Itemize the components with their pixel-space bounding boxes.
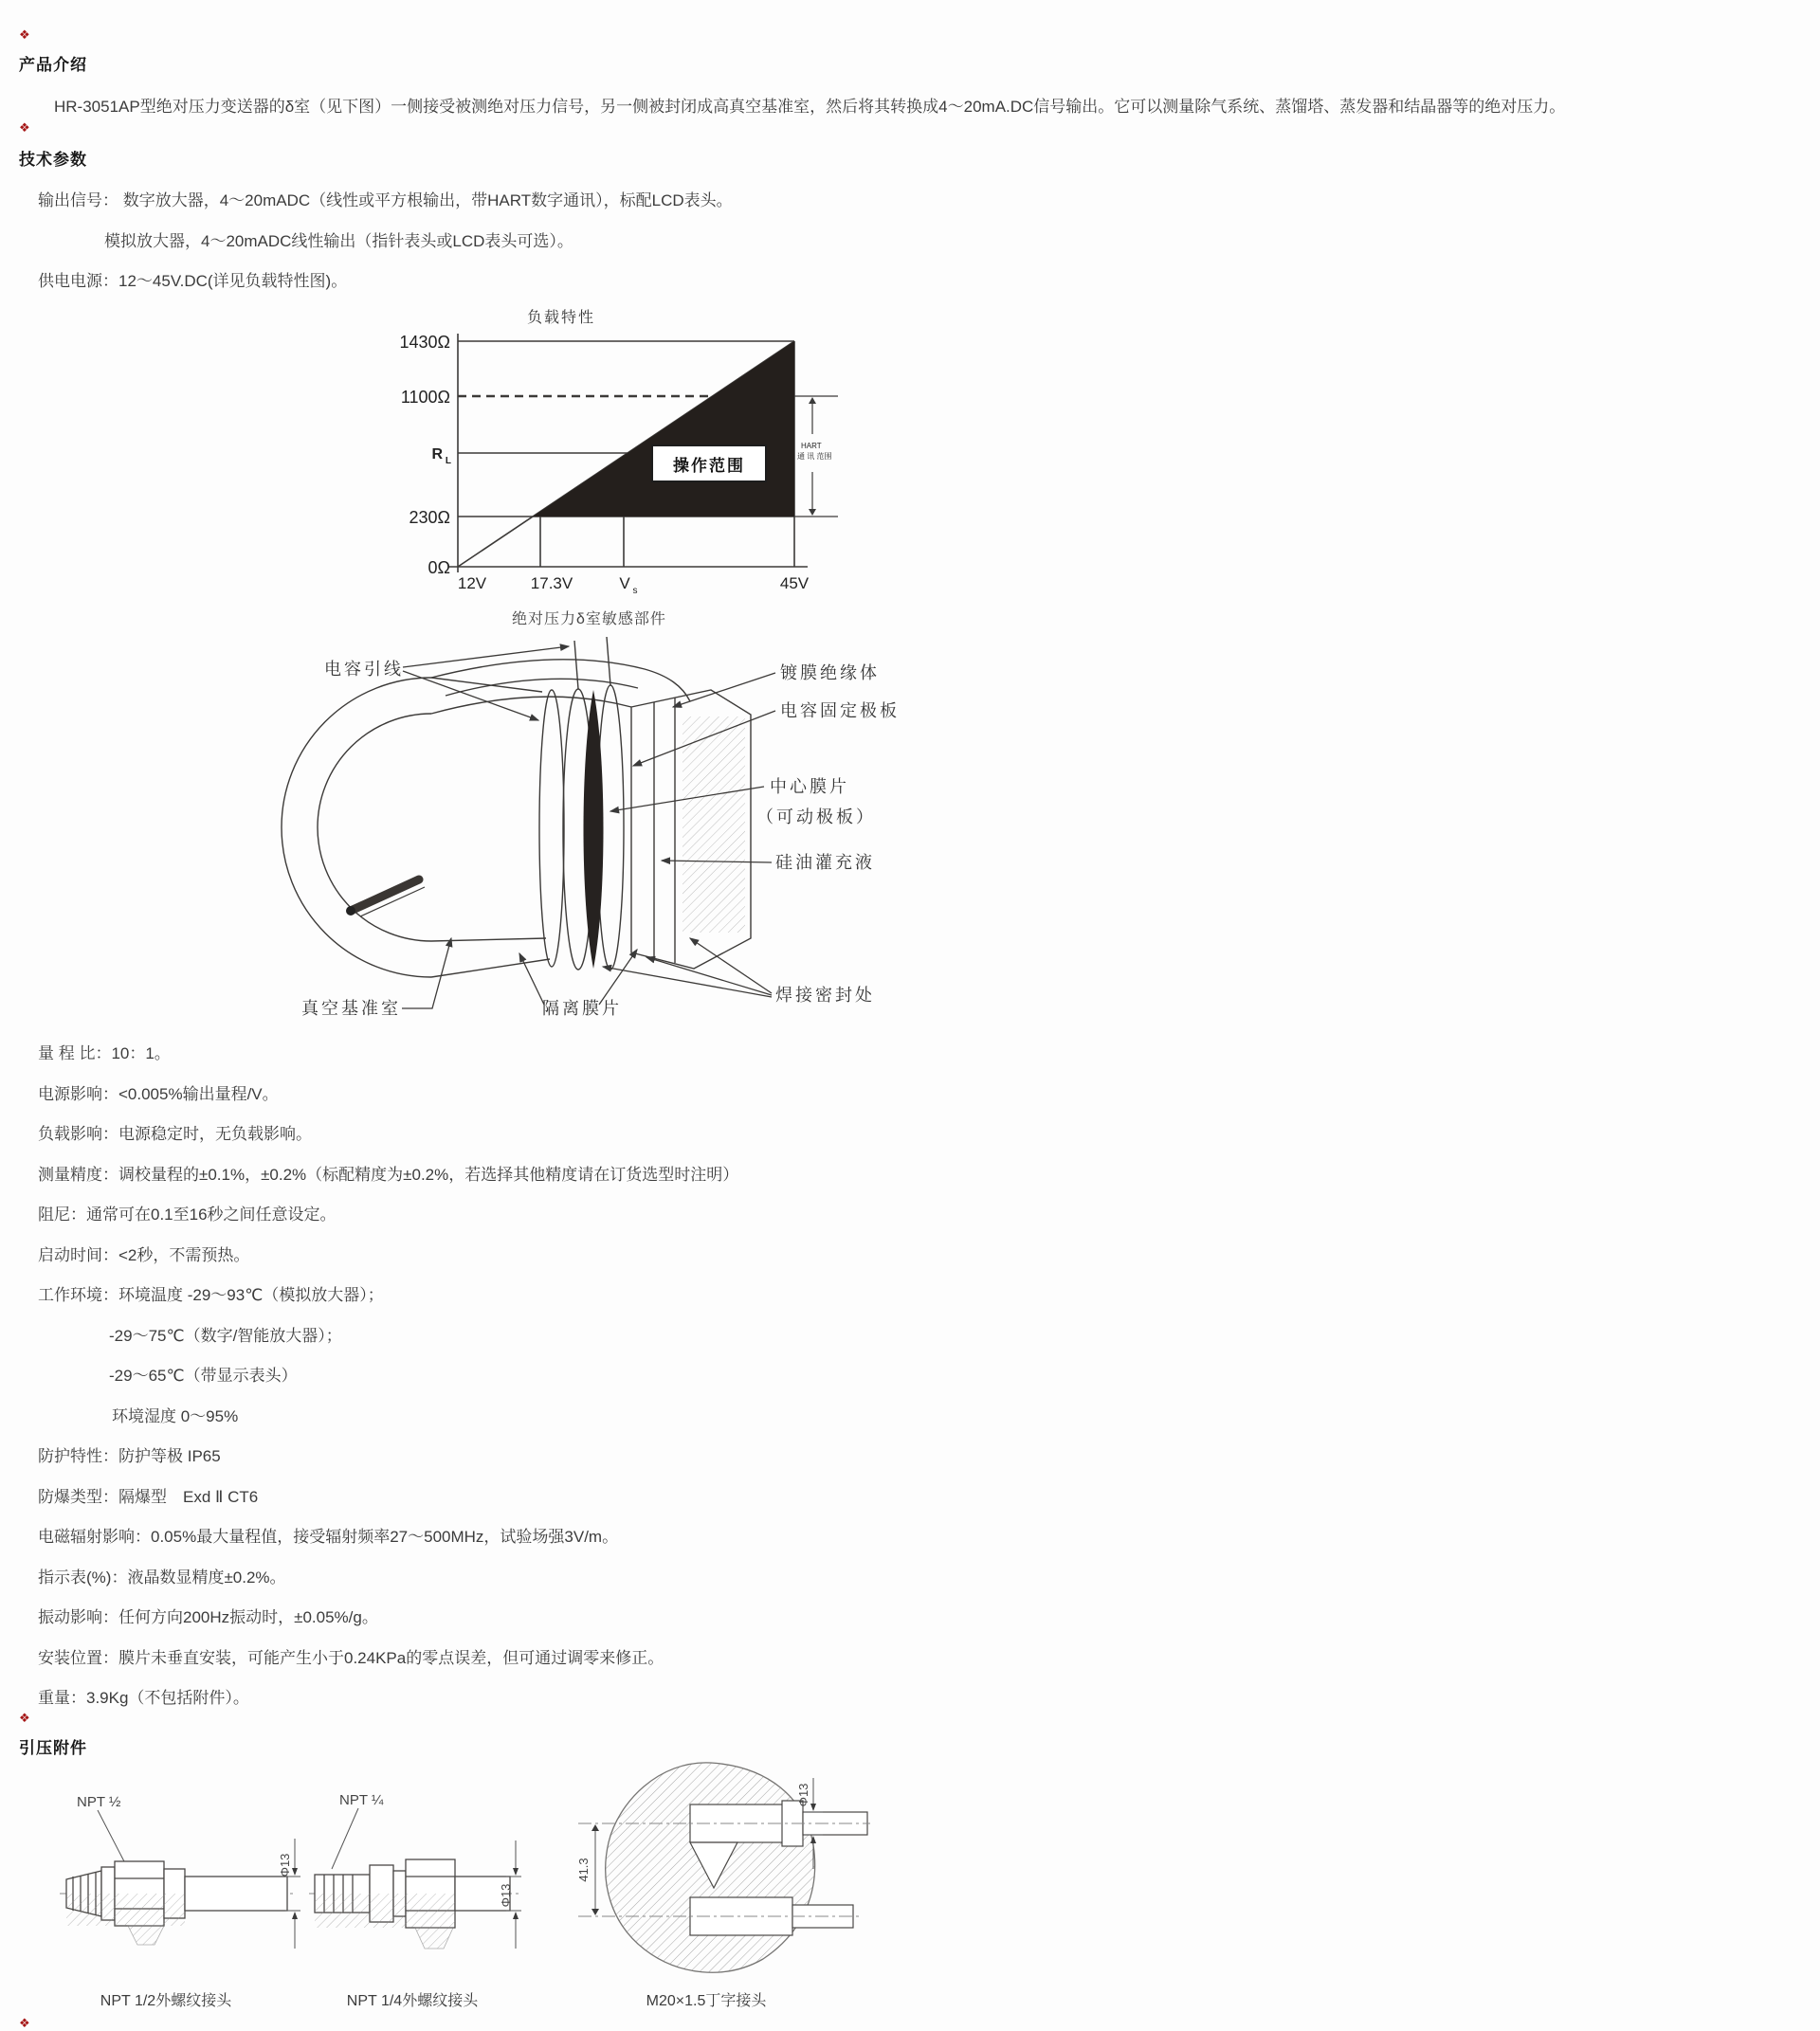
operating-region-label: 操作范围 [673, 457, 745, 475]
hart-annotation-line1: HART [801, 442, 822, 450]
fitting-dim-phi13: Φ13 [278, 1853, 292, 1877]
spec-line: 环境湿度 0～95% [112, 1407, 239, 1425]
hart-annotation-line2: 通 讯 范围 [797, 452, 832, 461]
fill-tube [346, 879, 425, 916]
spec-power-supply: 供电电源：12～45V.DC(详见负载特性图)。 [38, 272, 348, 290]
x-tick-vs-sub: s [632, 586, 638, 596]
label-coated-insulator: 镀膜绝缘体 [780, 663, 880, 682]
fitting-dim-phi13: Φ13 [499, 1883, 513, 1908]
chart-y-ticks [400, 333, 452, 577]
label-movable-plate: （可动极板） [756, 807, 876, 826]
spec-line: 重量：3.9Kg（不包括附件）。 [38, 1689, 249, 1707]
y-tick-rl-sub: L [445, 456, 451, 466]
spec-line: 启动时间：<2秒，不需预热。 [38, 1246, 250, 1264]
capsule-drawing [282, 637, 751, 977]
fittings-heading: 引压附件 [19, 1739, 87, 1757]
hatched-section [682, 716, 745, 933]
fitting-npt-half-caption: NPT 1/2外螺纹接头 [100, 1993, 232, 2009]
sensor-diagram-caption: 绝对压力δ室敏感部件 [512, 611, 666, 627]
y-tick-rl: R [431, 446, 443, 462]
intro-paragraph: HR-3051AP型绝对压力变送器的δ室（见下图）一侧接受被测绝对压力信号，另一侧被封闭成高真空基准室，然后将其转换成4～20mA.DC信号输出。它可以测量除气系统、蒸馏塔、蒸发器和结晶器等的绝对压力。 [54, 98, 1566, 116]
label-weld-seal: 焊接密封处 [775, 986, 875, 1005]
fitting-hatch [66, 1894, 185, 1926]
fitting-m20-caption: M20×1.5丁字接头 [646, 1993, 767, 2009]
label-cap-lead: 电容引线 [324, 660, 404, 679]
fitting-npt-quarter-caption: NPT 1/4外螺纹接头 [346, 1993, 479, 2009]
chart-title: 负载特性 [526, 310, 596, 326]
spec-line: 振动影响：任何方向200Hz振动时，±0.05%/g。 [38, 1608, 378, 1626]
spec-output-signal-2: 模拟放大器，4～20mADC线性输出（指针表头或LCD表头可选）。 [104, 232, 573, 250]
label-silicone-oil: 硅油灌充液 [775, 853, 875, 872]
spec-line: 工作环境：环境温度 -29～93℃（模拟放大器）； [38, 1286, 384, 1304]
y-tick-230: 230Ω [409, 508, 450, 527]
intro-heading: 产品介绍 [19, 56, 87, 74]
label-fixed-plate: 电容固定极板 [780, 701, 900, 720]
y-tick-0: 0Ω [428, 558, 450, 577]
x-tick-45v: 45V [779, 574, 810, 592]
fitting-npt-half-label: NPT ½ [77, 1794, 121, 1810]
spec-output-signal-1: 输出信号： 数字放大器，4～20mADC（线性或平方根输出，带HART数字通讯），标配LCD表头。 [38, 191, 733, 209]
section-marker-icon: ❖ [19, 27, 30, 42]
section-marker-icon: ❖ [19, 1711, 30, 1725]
section-marker-icon: ❖ [19, 2016, 30, 2030]
fitting-npt-quarter-label: NPT ¼ [339, 1792, 384, 1808]
chart-x-ticks [458, 574, 810, 596]
spec-line: 电源影响：<0.005%输出量程/V。 [38, 1085, 279, 1103]
label-isolation-diaphragm: 隔离膜片 [542, 999, 622, 1018]
spec-line: 阻尼：通常可在0.1至16秒之间任意设定。 [38, 1206, 337, 1224]
spec-line: 防护特性：防护等极 IP65 [38, 1447, 221, 1465]
y-tick-1430: 1430Ω [399, 333, 450, 352]
y-tick-1100: 1100Ω [400, 388, 450, 407]
spec-line: 安装位置：膜片未垂直安装，可能产生小于0.24KPa的零点误差，但可通过调零来修正。 [38, 1649, 664, 1667]
spec-line: 防爆类型：隔爆型 Exd Ⅱ CT6 [38, 1488, 259, 1506]
sensor-capsule-diagram [265, 626, 910, 1028]
x-tick-17v: 17.3V [530, 574, 573, 592]
height-dimension [592, 1824, 599, 1915]
spec-line: -29～65℃（带显示表头） [109, 1367, 298, 1385]
load-characteristic-chart [275, 301, 882, 605]
spec-line: 量 程 比：10：1。 [38, 1044, 171, 1062]
spec-line: 电磁辐射影响：0.05%最大量程值，接受辐射频率27～500MHz，试验场强3V/m。 [38, 1528, 619, 1546]
fitting-dim-41: 41.3 [576, 1858, 591, 1882]
fitting-m20-drawing [569, 1755, 872, 1983]
x-tick-12v: 12V [457, 574, 487, 592]
spec-line: 负载影响：电源稳定时，无负载影响。 [38, 1125, 312, 1143]
spec-line: 测量精度：调校量程的±0.1%，±0.2%（标配精度为±0.2%，若选择其他精度请在订货选型时注明） [38, 1166, 739, 1184]
label-center-diaphragm: 中心膜片 [770, 777, 849, 796]
section-marker-icon: ❖ [19, 120, 30, 135]
tech-heading: 技术参数 [19, 151, 87, 169]
label-vacuum-chamber: 真空基准室 [301, 999, 401, 1018]
spec-line: 指示表(%)：液晶数显精度±0.2%。 [38, 1569, 286, 1587]
x-tick-vs: V [619, 574, 630, 592]
fitting-hatch [315, 1894, 455, 1928]
fitting-dim-phi13: Φ13 [796, 1783, 810, 1807]
spec-line: -29～75℃（数字/智能放大器）； [109, 1327, 342, 1345]
fitting-npt-quarter-drawing [303, 1782, 526, 1971]
fitting-npt-half-drawing [52, 1782, 303, 1971]
